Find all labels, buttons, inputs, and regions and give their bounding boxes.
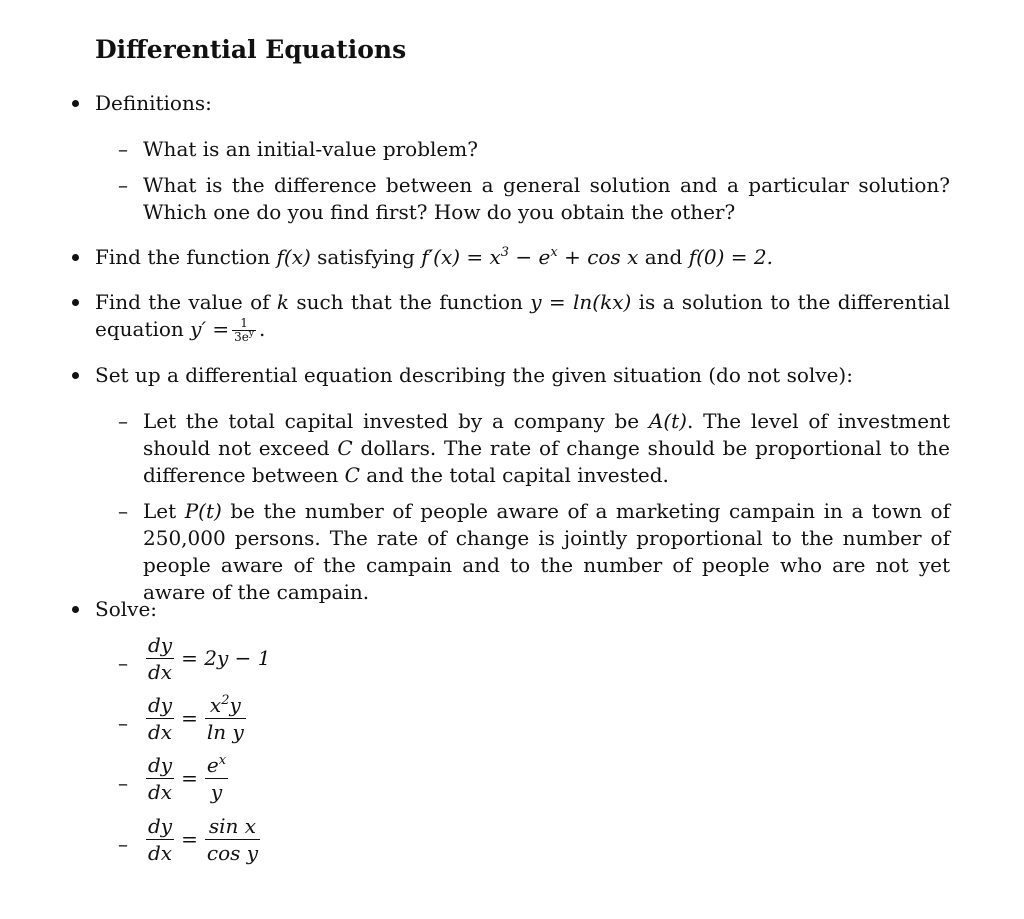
math-function: y = ln(kx) [530, 290, 632, 314]
math-yprime: y′ = [190, 317, 230, 341]
dash-marker: – [118, 409, 128, 433]
setup-item-text: Let P(t) be the number of people aware of a marketing campain in a town of 250,000 persons. The rate of change is jointly proportional to the number of people aware of the campain and to the number of people who are not yet aware of the campain. [143, 499, 950, 604]
bullet-dot [72, 254, 79, 261]
text-run: and [644, 245, 683, 269]
fraction-lhs: $\frac{dy}{dx}$ [148, 693, 173, 744]
dash-marker: – [118, 137, 128, 161]
text-run: satisfying [317, 245, 415, 269]
definitions-label: Definitions: [95, 91, 212, 115]
math-derivative-equation: $f'(x) = x^3 - e^x + \cos x$ [421, 245, 639, 269]
definitions-item-text: What is the difference between a general solution and a particular solution? Which one do you find first? How do you obtain the other? [143, 173, 950, 224]
definitions-item-text: What is an initial-value problem? [143, 137, 478, 161]
equation [143, 632, 274, 685]
fraction-rhs: $\frac{x^2y}{\text{ln y}}$ [206, 693, 244, 744]
definitions-item-1 [118, 136, 950, 163]
setup-item-2 [118, 498, 950, 606]
bullet-find-function [70, 244, 950, 271]
setup-item-text: Let the total capital invested by a company be A(t). The level of investment should not exceed C dollars. The rate of change should be proportional to the difference between C and the total capital invested. [143, 409, 951, 487]
bullet-solve [70, 596, 950, 623]
solve-label: Solve: [95, 597, 158, 621]
math-fx: f(x) [276, 245, 311, 269]
find-function-text [95, 244, 950, 271]
fraction-rhs: $\frac{e^x}{y}$ [206, 753, 227, 804]
fraction-rhs: $\frac{\text{sin x}}{\text{cos y}}$ [206, 814, 259, 865]
text-run: such that the function [296, 290, 523, 314]
fraction-lhs: $\frac{dy}{dx}$ [148, 814, 173, 865]
bullet-dot [72, 100, 79, 107]
dash-marker: – [118, 711, 128, 735]
equation [143, 692, 249, 745]
text-run: Find the value of [95, 290, 270, 314]
bullet-dot [72, 372, 79, 379]
math-k: k [276, 290, 289, 314]
bullet-dot [72, 299, 79, 306]
bullet-definitions [70, 90, 950, 117]
fraction-lhs: $\frac{dy}{dx}$ [148, 633, 173, 684]
bullet-dot [72, 606, 79, 613]
bullet-find-value [70, 289, 950, 344]
find-value-text: Find the value of k such that the function y = ln(kx) is a solution to the differential equation y′ = $\frac{1}{3e^y}$ . [95, 290, 950, 344]
fraction-lhs: $\frac{dy}{dx}$ [148, 753, 173, 804]
fraction: $\frac{1}{3e^y}$ [234, 316, 254, 344]
text-run: Find the function [95, 245, 271, 269]
equals-sign: = [181, 706, 198, 730]
dash-marker: – [118, 832, 128, 856]
dash-marker: – [118, 771, 128, 795]
equals-sign: = [181, 827, 198, 851]
bullet-setup [70, 362, 950, 389]
dash-marker: – [118, 651, 128, 675]
dash-marker: – [118, 499, 128, 523]
page-title: Differential Equations [95, 35, 407, 64]
setup-item-1 [118, 408, 950, 489]
equation-rhs: = 2y − 1 [181, 646, 271, 670]
definitions-item-2 [118, 172, 950, 226]
text-run: is a solution to the differential equation [95, 290, 950, 341]
equals-sign: = [181, 766, 198, 790]
equation [143, 813, 263, 866]
setup-label: Set up a differential equation describing the given situation (do not solve): [95, 363, 853, 387]
math-initial-condition: f(0) = 2. [688, 245, 773, 269]
dash-marker: – [118, 173, 128, 197]
equation [143, 752, 231, 805]
